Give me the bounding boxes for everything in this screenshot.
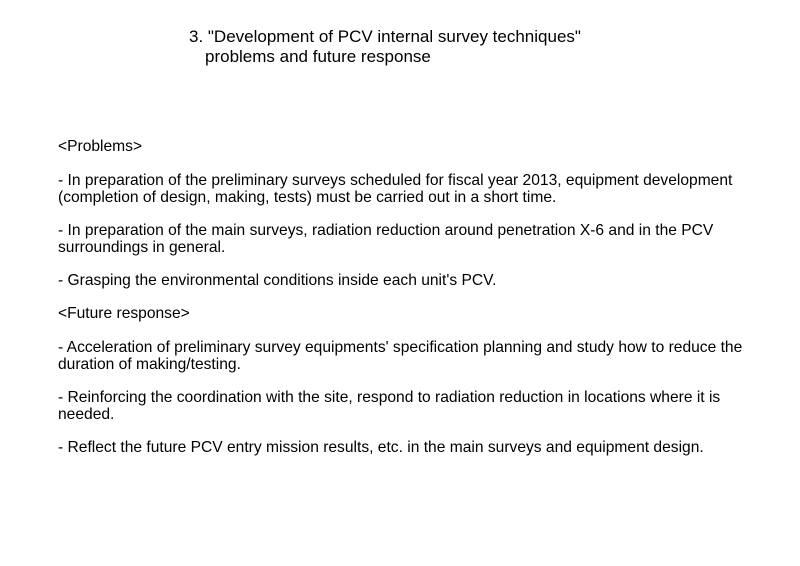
- future-response-item: - Reflect the future PCV entry mission results, etc. in the main surveys and equipment design.: [58, 439, 704, 456]
- problem-item: - In preparation of the main surveys, radiation reduction around penetration X-6 and in the PCV surroundings in general.: [58, 222, 714, 256]
- page-title: [189, 27, 581, 67]
- problem-item: - In preparation of the preliminary surveys scheduled for fiscal year 2013, equipment development (completion of design, making, tests) must be carried out in a short time.: [58, 172, 733, 206]
- title-line-2: problems and future response: [205, 47, 431, 66]
- future-response-heading: <Future response>: [58, 305, 190, 322]
- problem-item: - Grasping the environmental conditions inside each unit's PCV.: [58, 272, 497, 289]
- content-body: [58, 138, 758, 472]
- title-line-1: 3. "Development of PCV internal survey techniques": [189, 27, 581, 46]
- future-response-item: - Acceleration of preliminary survey equipments' specification planning and study how to reduce the duration of making/testing.: [58, 339, 743, 373]
- future-response-item: - Reinforcing the coordination with the site, respond to radiation reduction in locations where it is needed.: [58, 389, 721, 423]
- problems-heading: <Problems>: [58, 138, 143, 155]
